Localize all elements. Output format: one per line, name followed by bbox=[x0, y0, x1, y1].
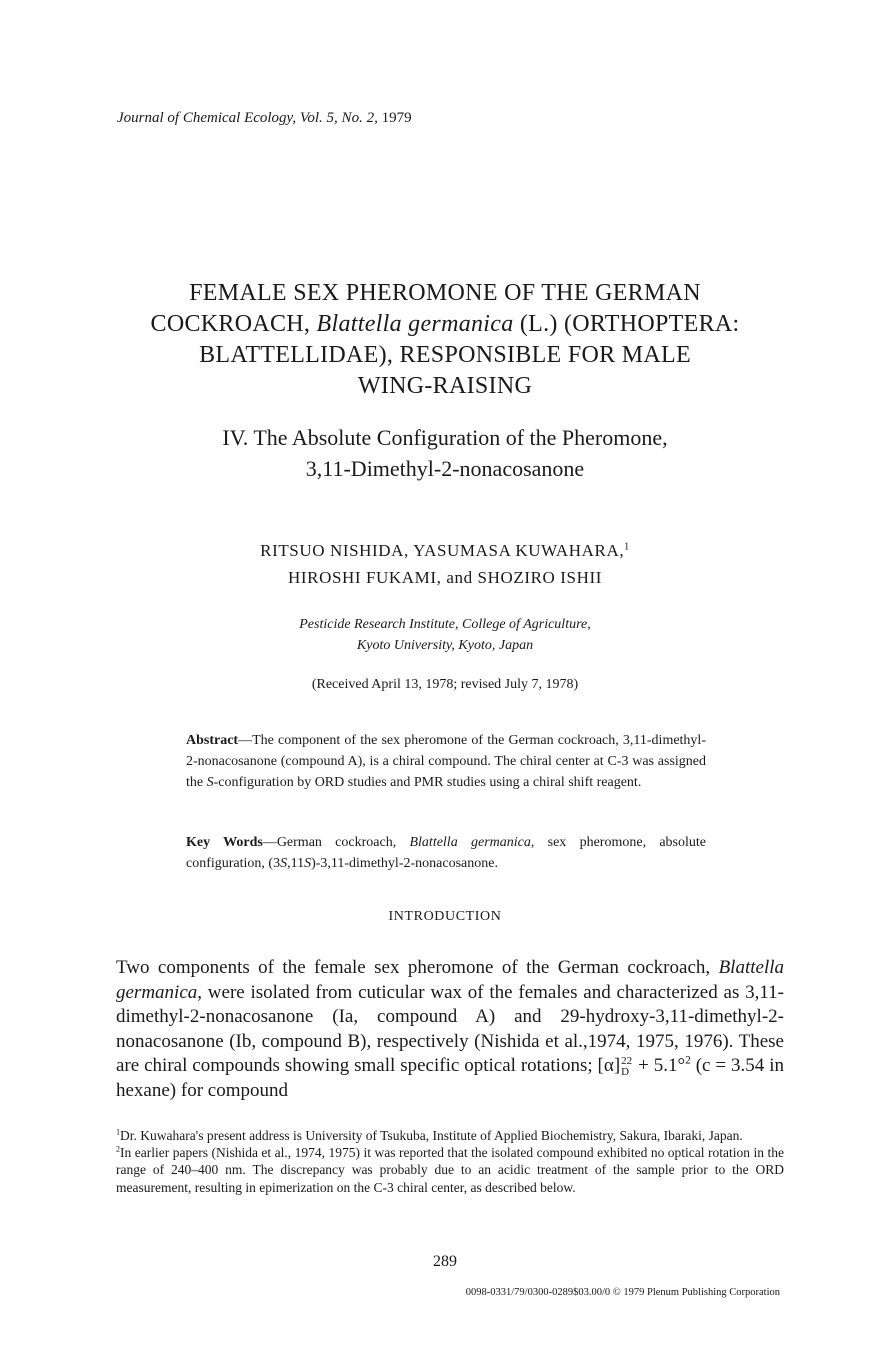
introduction-paragraph bbox=[116, 956, 784, 1104]
abstract-text-b: -configuration by ORD studies and PMR studies using a chiral shift reagent. bbox=[213, 775, 642, 790]
subtitle-line-2: 3,11-Dimethyl-2-nonacosanone bbox=[305, 456, 585, 481]
copyright-line: 0098-0331/79/0300-0289$03.00/0 © 1979 Plenum Publishing Corporation bbox=[465, 1287, 780, 1298]
keywords-label: Key Words bbox=[186, 835, 263, 850]
footnote-ref-2: 2 bbox=[685, 1055, 691, 1068]
intro-species: Blattella germanica bbox=[116, 957, 784, 1003]
abstract-text-a: —The component of the sex pheromone of the German cockroach, 3,11-dimethyl-2-nonacosanone (compound A), is a chiral compound. The chiral center at C-3 was assigned the bbox=[186, 733, 706, 790]
subtitle-line-1: IV. The Absolute Configuration of the Pheromone, bbox=[222, 425, 668, 450]
abstract bbox=[186, 730, 706, 793]
intro-text-a: Two components of the female sex pheromone of the German cockroach, bbox=[116, 957, 719, 978]
paper-subtitle bbox=[60, 422, 830, 484]
footnote-1-text: Dr. Kuwahara's present address is University of Tsukuba, Institute of Applied Biochemistry, Sakura, Ibaraki, Japan. bbox=[120, 1128, 743, 1143]
title-line-4: WING-RAISING bbox=[357, 373, 533, 399]
abstract-label: Abstract bbox=[186, 733, 239, 748]
journal-citation bbox=[117, 110, 412, 127]
footnote-1-mark: 1 bbox=[116, 1127, 121, 1137]
author-footnote-mark: 1 bbox=[624, 541, 630, 553]
footnotes bbox=[116, 1127, 784, 1196]
keywords-text-a: —German cockroach, bbox=[262, 835, 410, 850]
journal-year: 1979 bbox=[381, 110, 412, 126]
intro-text-c: + 5.1° bbox=[633, 1055, 686, 1077]
footnote-1 bbox=[116, 1127, 784, 1144]
footnote-2-text: In earlier papers (Nishida et al., 1974, 1975) it was reported that the isolated compound exhibited no optical rotation in the range of 240–400 nm. The discrepancy was probably due to an acidic treatment of the sample prior to the ORD measurement, resulting in epimerization on the C-3 chiral center, as described below. bbox=[116, 1145, 784, 1195]
intro-text-b: , were isolated from cuticular wax of the females and characterized as 3,11-dimethyl-2-nonacosanone (Ia, compound A) and 29-hydroxy-3,11-dimethyl-2-nonacosanone (Ib, compound B), respectively (Nishida et al.,1974, 1975, 1976). These are chiral compounds showing small specific optical rotations; [α] bbox=[116, 981, 784, 1077]
authors-line-2: HIROSHI FUKAMI, and SHOZIRO ISHII bbox=[288, 568, 602, 587]
footnote-2-mark: 2 bbox=[116, 1144, 121, 1154]
keywords-text-b: , sex pheromone, absolute configuration, (3 bbox=[186, 835, 706, 871]
page-number: 289 bbox=[433, 1253, 457, 1270]
title-line-2-b: (L.) (ORTHOPTERA: bbox=[519, 311, 740, 337]
authors-line-1 bbox=[60, 537, 830, 564]
rotation-line: D bbox=[621, 1066, 630, 1079]
authors-line-1-text: RITSUO NISHIDA, YASUMASA KUWAHARA, bbox=[260, 541, 625, 560]
title-species: Blattella germanica bbox=[316, 311, 514, 337]
rotation-temperature: 22 bbox=[621, 1055, 633, 1068]
journal-name: Journal of Chemical Ecology, bbox=[117, 110, 297, 126]
journal-volume: Vol. 5, No. 2, bbox=[299, 110, 378, 126]
abstract-s: S bbox=[206, 775, 214, 790]
title-line-2-a: COCKROACH, bbox=[150, 311, 311, 337]
affiliation-line-2: Kyoto University, Kyoto, Japan bbox=[356, 638, 534, 653]
keywords-s2: S bbox=[304, 856, 312, 871]
keywords-s1: S bbox=[280, 856, 288, 871]
author-list bbox=[60, 537, 830, 591]
keywords-species: Blattella germanica bbox=[409, 835, 531, 850]
title-line-3: BLATTELLIDAE), RESPONSIBLE FOR MALE bbox=[199, 342, 691, 368]
affiliation bbox=[60, 614, 830, 656]
footnote-2 bbox=[116, 1144, 784, 1196]
keywords-text-d: )-3,11-dimethyl-2-nonacosanone. bbox=[311, 856, 498, 871]
affiliation-line-1: Pesticide Research Institute, College of Agriculture, bbox=[299, 617, 591, 632]
keywords bbox=[186, 832, 706, 874]
title-line-1: FEMALE SEX PHEROMONE OF THE GERMAN bbox=[189, 280, 701, 306]
title-line-2 bbox=[60, 309, 830, 340]
intro-text-d: (c = 3.54 in hexane) for compound bbox=[116, 1055, 784, 1101]
keywords-text-c: ,11 bbox=[287, 856, 305, 871]
paper-title bbox=[60, 278, 830, 402]
section-heading-introduction: INTRODUCTION bbox=[388, 909, 502, 924]
received-dates: (Received April 13, 1978; revised July 7, 1978) bbox=[311, 677, 579, 692]
rotation-scripts bbox=[621, 1056, 632, 1078]
